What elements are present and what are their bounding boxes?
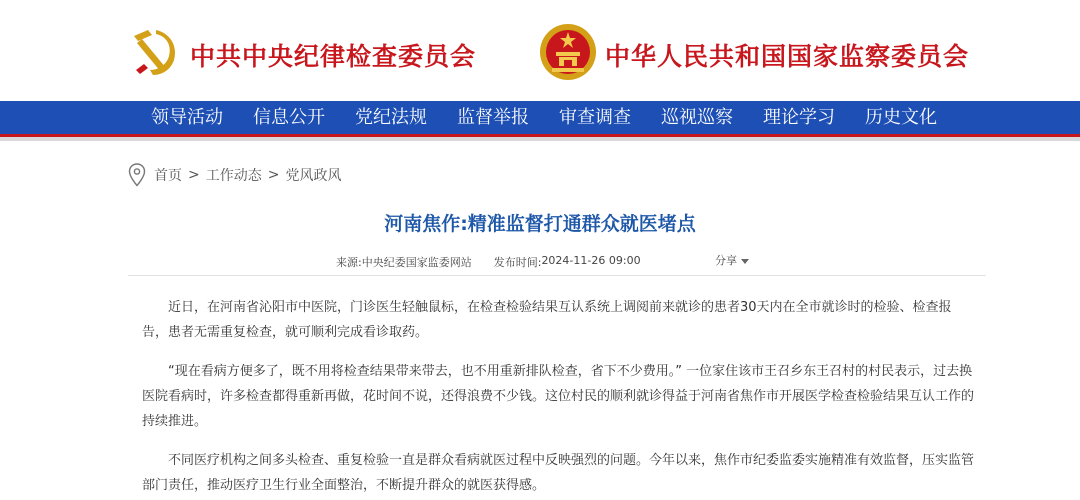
party-emblem-icon [126, 24, 182, 80]
article-body [142, 295, 974, 500]
share-dropdown[interactable] [715, 252, 749, 268]
article-container [88, 141, 992, 500]
meta-divider [128, 275, 986, 276]
nav-item-leadership[interactable]: 领导活动 [151, 107, 223, 128]
publish-time-value: 2024-11-26 09:00 [541, 254, 641, 267]
location-pin-icon [128, 163, 146, 187]
nav-item-history[interactable]: 历史文化 [865, 107, 937, 128]
source-label: 来源: [336, 256, 362, 269]
source-value: 中央纪委国家监委网站 [361, 256, 472, 269]
site-header [0, 0, 1080, 101]
nav-item-report[interactable]: 监督举报 [457, 107, 529, 128]
caret-down-icon [741, 259, 749, 264]
article-meta [336, 254, 641, 270]
article-paragraph: “现在看病方便多了，既不用将检查结果带来带去，也不用重新排队检查，省下不少费用。” 一位家住该市王召乡东王召村的村民表示，过去换医院看病时，许多检查都得重新再做，花时间不说，还得浪费不少钱。这位村民的顺利就诊得益于河南省焦作市开展医学检查检验结果互认工作的持续推进。 [142, 364, 975, 429]
article-paragraph: 近日，在河南省沁阳市中医院，门诊医生轻触鼠标，在检查检验结果互认系统上调阅前来就诊的患者30天内在全市就诊时的检验、检查报告，患者无需重复检查，就可顺利完成看诊取药。 [142, 300, 952, 340]
breadcrumb [128, 163, 341, 187]
main-nav [0, 101, 1080, 137]
breadcrumb-separator: > [188, 167, 200, 183]
site-title-ccdi: 中共中央纪律检查委员会 [190, 42, 477, 71]
article-title: 河南焦作:精准监督打通群众就医堵点 [384, 213, 696, 235]
breadcrumb-home-link[interactable]: 首页 [154, 168, 182, 184]
breadcrumb-separator: > [267, 167, 280, 183]
nav-item-theory[interactable]: 理论学习 [763, 107, 835, 128]
breadcrumb-work-news-link[interactable]: 工作动态 [205, 168, 262, 184]
publish-time-label: 发布时间: [493, 256, 542, 269]
site-title-nsc: 中华人民共和国国家监察委员会 [605, 42, 970, 71]
breadcrumb-conduct-link[interactable]: 党风政风 [285, 168, 342, 184]
nav-item-investigation[interactable]: 审查调查 [559, 107, 631, 128]
nav-item-inspection[interactable]: 巡视巡察 [661, 107, 733, 128]
article-paragraph: 不同医疗机构之间多头检查、重复检验一直是群众看病就医过程中反映强烈的问题。今年以来，焦作市纪委监委实施精准有效监督，压实监管部门责任，推动医疗卫生行业全面整治，不断提升群众的就医获得感。 [142, 453, 975, 493]
share-label: 分享 [715, 254, 737, 267]
nav-item-info-disclosure[interactable]: 信息公开 [253, 107, 325, 128]
national-emblem-icon [538, 22, 598, 82]
nav-item-regulations[interactable]: 党纪法规 [355, 107, 427, 128]
